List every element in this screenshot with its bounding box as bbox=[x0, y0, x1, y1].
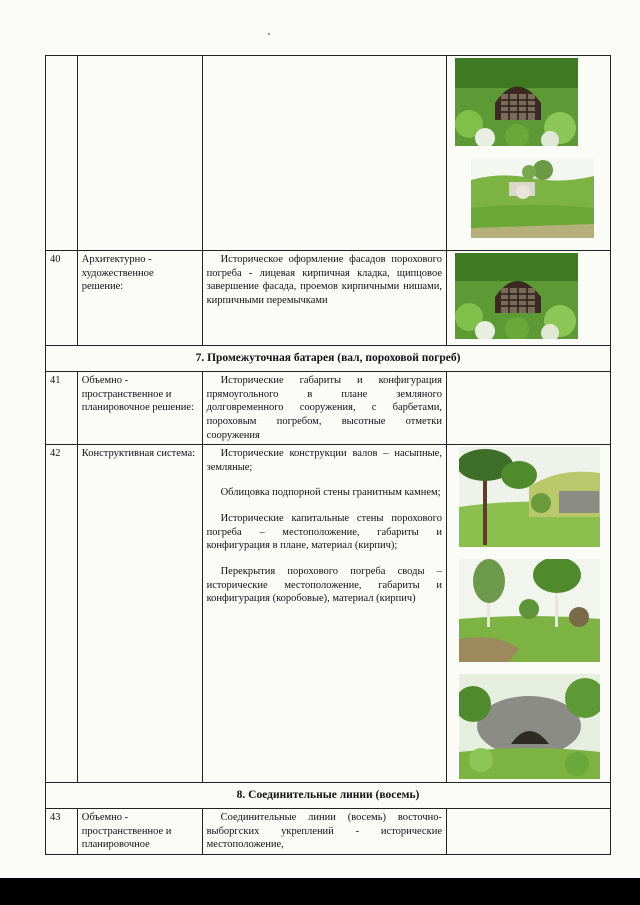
table-row bbox=[46, 809, 611, 855]
photo-cell bbox=[446, 445, 610, 783]
element-description bbox=[202, 445, 446, 783]
description-paragraph: Перекрытия порохового погреба своды – исторические местоположение, габариты и конфигурация (коробовые), материал (кирпич) bbox=[206, 565, 442, 605]
description-paragraph: Облицовка подпорной стены гранитным камнем; bbox=[220, 487, 441, 499]
element-name bbox=[77, 56, 202, 251]
photo-cell bbox=[446, 809, 610, 855]
photo-cell bbox=[446, 371, 610, 444]
heritage-elements-table bbox=[45, 55, 611, 855]
section-title: 7. Промежуточная батарея (вал, пороховой погреб) bbox=[46, 346, 611, 372]
description-paragraph: Исторические конструкции валов – насыпные, земляные; bbox=[206, 448, 442, 473]
section-title: 8. Соединительные линии (восемь) bbox=[46, 783, 611, 809]
table-row bbox=[46, 56, 611, 251]
element-description: Историческое оформление фасадов порохового погреба - лицевая кирпичная кладка, щипцовое завершение фасада, проемов кирпичными нишами, кирпичными перемычками bbox=[202, 251, 446, 346]
row-number: 41 bbox=[46, 371, 78, 444]
birch-field-photo bbox=[459, 559, 600, 662]
element-name: Объемно - пространственное и планировочное решение: bbox=[77, 371, 202, 444]
pine-rampart-photo bbox=[459, 447, 600, 547]
row-number bbox=[46, 56, 78, 251]
table-row bbox=[46, 371, 611, 444]
element-name: Объемно - пространственное и планировочное bbox=[77, 809, 202, 855]
cellar-door-photo bbox=[455, 253, 578, 339]
row-number: 40 bbox=[46, 251, 78, 346]
bunker-field-photo bbox=[471, 158, 594, 238]
description-paragraph: Исторические капитальные стены порохового погреба – местоположение, габариты и конфигурация в плане, материал (кирпич); bbox=[206, 513, 442, 552]
table-row bbox=[46, 445, 611, 783]
stone-arch-photo bbox=[459, 674, 600, 779]
element-description: Соединительные линии (восемь) восточно-выборгских укреплений - исторические местоположение, bbox=[202, 809, 446, 855]
photo-cell bbox=[446, 56, 610, 251]
element-name: Конструктивная система: bbox=[77, 445, 202, 783]
row-number: 42 bbox=[46, 445, 78, 783]
element-description: Исторические габариты и конфигурация прямоугольного в плане земляного долговременного сооружения, с барбетами, пороховым погребом, высотные отметки сооружения bbox=[202, 371, 446, 444]
section-header-row bbox=[46, 346, 611, 372]
row-number: 43 bbox=[46, 809, 78, 855]
table-row bbox=[46, 251, 611, 346]
scan-bottom-edge bbox=[0, 878, 640, 905]
scan-speck bbox=[268, 33, 270, 35]
element-description bbox=[202, 56, 446, 251]
section-header-row bbox=[46, 783, 611, 809]
cellar-door-photo bbox=[455, 58, 578, 146]
photo-cell bbox=[446, 251, 610, 346]
element-name: Архитектурно - художественное решение: bbox=[77, 251, 202, 346]
